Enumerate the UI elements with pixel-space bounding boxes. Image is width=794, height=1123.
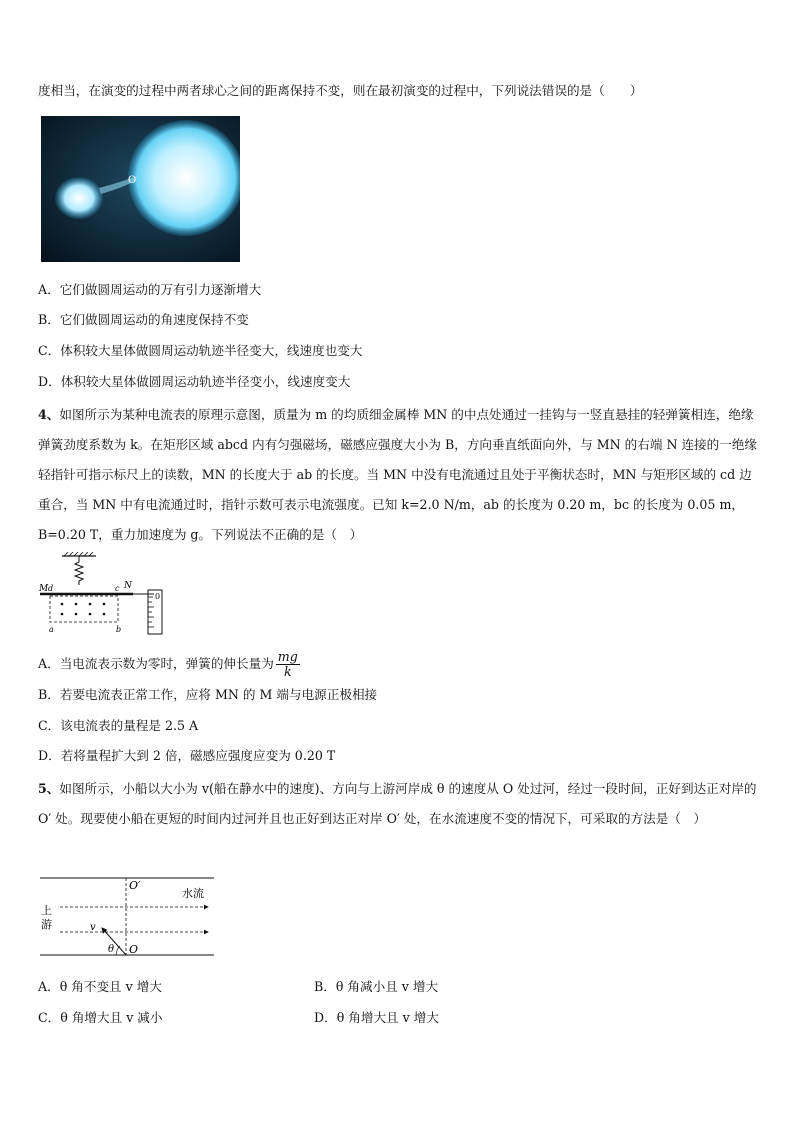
q4-option-d: D．若将量程扩大到 2 倍，磁感应强度应变为 0.20 T bbox=[38, 748, 336, 763]
binary-star-image bbox=[41, 116, 240, 262]
svg-text:0: 0 bbox=[155, 592, 161, 601]
center-label: O bbox=[128, 175, 137, 186]
svg-text:a: a bbox=[49, 625, 54, 634]
river-diagram bbox=[38, 872, 216, 962]
small-star bbox=[55, 177, 103, 219]
q4-option-b: B．若要电流表正常工作，应将 MN 的 M 端与电源正极相接 bbox=[38, 687, 378, 702]
spring bbox=[75, 556, 83, 585]
q3-option-c: C．体积较大星体做圆周运动轨迹半径变大，线速度也变大 bbox=[38, 343, 363, 358]
field-dots bbox=[61, 603, 106, 616]
svg-text:v: v bbox=[90, 922, 96, 933]
q5-text: 如图所示，小船以大小为 v(船在静水中的速度)、方向与上游河岸成 θ 的速度从 O 处过河，经过一段时间，正好到达正对岸的 O′ 处。现要使小船在更短的时间内过河并且也正好到达正对岸 O′ 处，在水流速度不变的情况下，可采取的方法是（ ） bbox=[38, 781, 757, 826]
svg-text:O′: O′ bbox=[129, 879, 141, 892]
svg-text:水流: 水流 bbox=[182, 887, 204, 900]
large-star bbox=[128, 120, 240, 236]
q3-option-a: A．它们做圆周运动的万有引力逐渐增大 bbox=[38, 282, 262, 297]
ammeter-diagram bbox=[38, 552, 168, 640]
svg-text:M: M bbox=[39, 584, 49, 594]
svg-text:c: c bbox=[115, 584, 120, 593]
q3-option-b: B．它们做圆周运动的角速度保持不变 bbox=[38, 312, 249, 327]
q5-option-d: D．θ 角增大且 v 增大 bbox=[314, 1010, 439, 1025]
q5-number: 5、 bbox=[38, 781, 60, 796]
q4-option-a: A．当电流表示数为零时，弹簧的伸长量为 $\frac{mg}{k}$ bbox=[38, 649, 298, 679]
q5-option-a: A．θ 角不变且 v 增大 bbox=[38, 979, 162, 994]
field-region bbox=[50, 596, 118, 622]
q5-stem bbox=[38, 774, 760, 834]
q5-option-c: C．θ 角增大且 v 减小 bbox=[38, 1010, 163, 1025]
svg-text:b: b bbox=[116, 625, 122, 634]
q4-number: 4、 bbox=[38, 407, 60, 422]
svg-text:N: N bbox=[124, 581, 132, 591]
q5-option-b: B．θ 角减小且 v 增大 bbox=[314, 979, 439, 994]
q3-stem-tail: 度相当，在演变的过程中两者球心之间的距离保持不变，则在最初演变的过程中，下列说法错误的是（ ） bbox=[38, 83, 643, 98]
q4-text: 如图所示为某种电流表的原理示意图，质量为 m 的均质细金属棒 MN 的中点处通过一挂钩与一竖直悬挂的轻弹簧相连，绝缘弹簧劲度系数为 k。在矩形区域 abcd 内有匀强磁场，磁感应强度大小为 B，方向垂直纸面向外，与 MN 的右端 N 连接的一绝缘轻指针可指示标尺上的读数，MN 的长度大于 ab 的长度。当 MN 中没有电流通过且处于平衡状态时，MN 与矩形区域的 cd 边重合，当 MN 中有电流通过时，指针示数可表示电流强度。已知 k=2.0 N/m，ab 的长度为 0.20 m，bc 的长度为 0.05 m，B=0.20 T，重力加速度为 g。下列说法不正确的是（ ） bbox=[38, 407, 758, 542]
q3-option-d: D．体积较大星体做圆周运动轨迹半径变小，线速度变大 bbox=[38, 374, 351, 389]
svg-text:d: d bbox=[48, 584, 54, 593]
q4-stem bbox=[38, 400, 760, 550]
fraction-mg-over-k: $\frac{mg}{k}$ bbox=[277, 649, 298, 679]
svg-text:O: O bbox=[129, 943, 139, 956]
svg-text:上: 上 bbox=[41, 904, 52, 917]
svg-text:θ: θ bbox=[108, 944, 115, 955]
q4-option-c: C．该电流表的量程是 2.5 A bbox=[38, 718, 199, 733]
svg-text:游: 游 bbox=[41, 918, 52, 931]
